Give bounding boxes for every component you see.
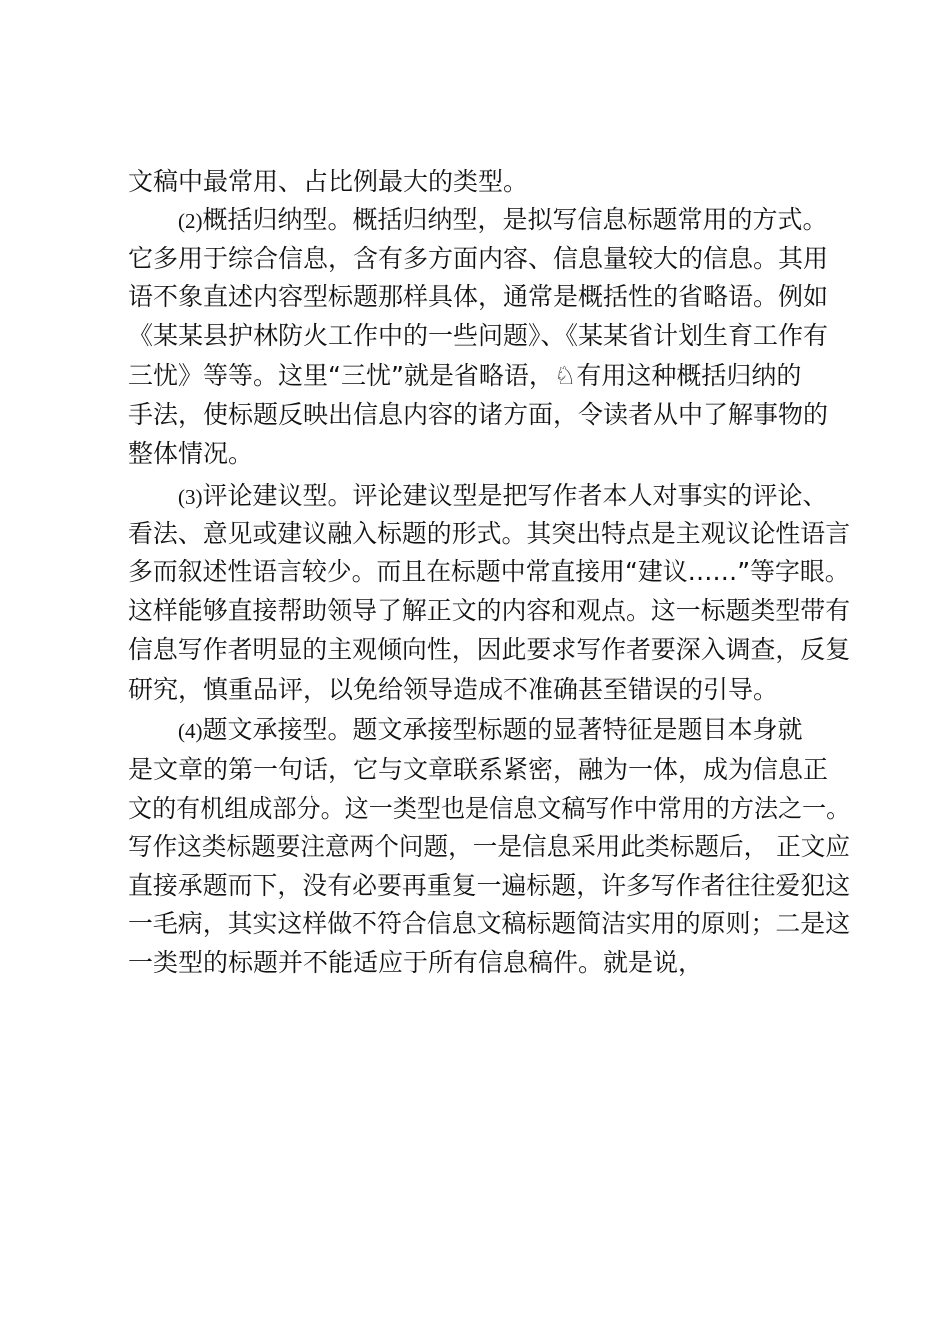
text-line: 写作这类标题要注意两个问题，一是信息采用此类标题后， 正文应 <box>128 832 850 861</box>
paragraph-2-first-line <box>178 201 828 239</box>
paragraph-3-first-line <box>178 477 828 515</box>
text-line: 三忧》等等。这里“三忧”就是省略语，♘有用这种概括归纳的 <box>128 361 802 390</box>
text-line: 题文承接型。题文承接型标题的显著特征是题目本身就 <box>202 715 803 744</box>
text-line: 多而叙述性语言较少。而且在标题中常直接用“建议……”等字眼。 <box>128 557 850 586</box>
paragraph-4-first-line <box>178 711 803 749</box>
text-line: 它多用于综合信息，含有多方面内容、信息量较大的信息。其用 <box>128 244 829 273</box>
text-line: 一毛病，其实这样做不符合信息文稿标题简洁实用的原则；二是这 <box>128 909 851 938</box>
text-line: 研究，慎重品评，以免给领导造成不准确甚至错误的引导。 <box>128 675 779 704</box>
item-number: (3) <box>178 485 203 509</box>
text-line: 直接承题而下，没有必要再重复一遍标题，许多写作者往往爱犯这 <box>128 871 851 900</box>
text-line: 信息写作者明显的主观倾向性，因此要求写作者要深入调查，反复 <box>128 635 851 664</box>
text-line: 评论建议型。评论建议型是把写作者本人对事实的评论、 <box>202 481 828 510</box>
text-line: 这样能够直接帮助领导了解正文的内容和观点。这一标题类型带有 <box>128 596 851 625</box>
text-line: 是文章的第一句话，它与文章联系紧密，融为一体，成为信息正 <box>128 755 829 784</box>
text-line: 手法，使标题反映出信息内容的诸方面，令读者从中了解事物的 <box>128 400 829 429</box>
text-line: 整体情况。 <box>128 439 254 468</box>
text-line: 看法、意见或建议融入标题的形式。其突出特点是主观议论性语言 <box>128 519 851 548</box>
text-line: 《某某县护林防火工作中的一些问题》、《某某省计划生育工作有 <box>128 321 829 350</box>
item-number: (2) <box>178 209 203 233</box>
text-line: 文的有机组成部分。这一类型也是信息文稿写作中常用的方法之一。 <box>128 794 851 823</box>
text-line: 一类型的标题并不能适应于所有信息稿件。就是说， <box>128 948 704 977</box>
text-line: 语不象直述内容型标题那样具体，通常是概括性的省略语。例如 <box>128 282 829 311</box>
item-number: (4) <box>178 719 203 743</box>
text-line: 文稿中最常用、占比例最大的类型。 <box>128 167 529 196</box>
text-line: 概括归纳型。概括归纳型，是拟写信息标题常用的方式。 <box>202 205 828 234</box>
